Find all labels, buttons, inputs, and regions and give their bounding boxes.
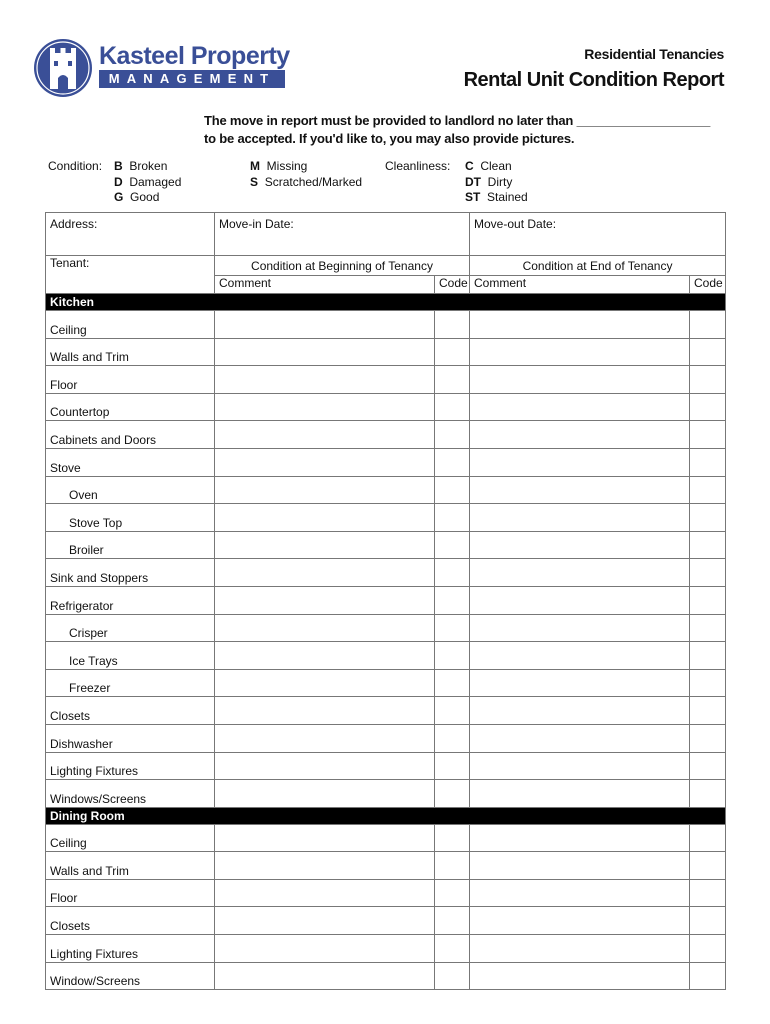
legend-item: DT Dirty <box>465 174 513 189</box>
end-comment-cell[interactable] <box>470 614 690 642</box>
table-row <box>46 421 726 449</box>
end-comment-cell[interactable] <box>470 366 690 394</box>
end-condition-header: Condition at End of Tenancy <box>470 256 726 276</box>
condition-report-table <box>45 212 726 990</box>
end-comment-cell[interactable] <box>470 724 690 752</box>
end-code-cell[interactable] <box>690 697 726 725</box>
end-code-cell[interactable] <box>690 669 726 697</box>
end-comment-cell[interactable] <box>470 962 690 990</box>
begin-code-cell[interactable] <box>435 586 470 614</box>
begin-comment-cell[interactable] <box>215 476 435 504</box>
table-row <box>46 752 726 780</box>
condition-codes-a <box>114 159 181 206</box>
tenant-field[interactable] <box>46 256 215 294</box>
begin-code-cell[interactable] <box>435 338 470 366</box>
end-code-cell[interactable] <box>690 962 726 990</box>
begin-code-cell[interactable] <box>435 780 470 808</box>
begin-code-cell[interactable] <box>435 907 470 935</box>
end-code-cell[interactable] <box>690 852 726 880</box>
end-comment-cell[interactable] <box>470 586 690 614</box>
table-row <box>46 559 726 587</box>
item-label: Ice Trays <box>46 642 215 670</box>
end-code-header: Code <box>690 276 726 294</box>
legend-item: B Broken <box>114 159 168 173</box>
begin-code-cell[interactable] <box>435 752 470 780</box>
end-code-cell[interactable] <box>690 421 726 449</box>
begin-code-cell[interactable] <box>435 559 470 587</box>
move-in-date-label: Move-in Date: <box>219 217 294 231</box>
end-code-cell[interactable] <box>690 338 726 366</box>
table-row <box>46 642 726 670</box>
table-row <box>46 852 726 880</box>
table-row <box>46 962 726 990</box>
table-row <box>46 669 726 697</box>
table-row <box>46 586 726 614</box>
table-row <box>46 366 726 394</box>
begin-comment-cell[interactable] <box>215 504 435 532</box>
begin-code-cell[interactable] <box>435 448 470 476</box>
begin-comment-cell[interactable] <box>215 448 435 476</box>
end-comment-cell[interactable] <box>470 448 690 476</box>
section-header-kitchen <box>46 294 726 311</box>
submission-notice: The move in report must be provided to landlord no later than ___________________ to be accepted. If you'd like to, you may also provide pictures. <box>204 113 711 146</box>
end-comment-header: Comment <box>470 276 690 294</box>
item-label: Broiler <box>46 531 215 559</box>
cleanliness-legend-label: Cleanliness: <box>385 159 451 173</box>
end-code-cell[interactable] <box>690 907 726 935</box>
legend-item: G Good <box>114 190 160 205</box>
end-comment-cell[interactable] <box>470 421 690 449</box>
begin-comment-cell[interactable] <box>215 311 435 339</box>
end-code-cell[interactable] <box>690 366 726 394</box>
end-comment-cell[interactable] <box>470 697 690 725</box>
end-comment-cell[interactable] <box>470 476 690 504</box>
end-code-cell[interactable] <box>690 935 726 963</box>
begin-code-cell[interactable] <box>435 935 470 963</box>
end-code-cell[interactable] <box>690 531 726 559</box>
begin-code-cell[interactable] <box>435 531 470 559</box>
move-out-date-field[interactable] <box>470 213 726 256</box>
page-title: Rental Unit Condition Report <box>463 69 724 91</box>
end-code-cell[interactable] <box>690 724 726 752</box>
item-label: Walls and Trim <box>46 852 215 880</box>
begin-code-cell[interactable] <box>435 669 470 697</box>
begin-comment-cell[interactable] <box>215 559 435 587</box>
end-comment-cell[interactable] <box>470 752 690 780</box>
address-label: Address: <box>50 217 98 231</box>
item-label: Floor <box>46 366 215 394</box>
item-label: Closets <box>46 697 215 725</box>
section-title: Dining Room <box>46 807 726 824</box>
begin-comment-cell[interactable] <box>215 421 435 449</box>
table-row <box>46 879 726 907</box>
end-comment-cell[interactable] <box>470 780 690 808</box>
end-comment-cell[interactable] <box>470 935 690 963</box>
item-label: Walls and Trim <box>46 338 215 366</box>
company-logo <box>33 38 293 100</box>
item-label: Countertop <box>46 393 215 421</box>
end-comment-cell[interactable] <box>470 879 690 907</box>
end-comment-cell[interactable] <box>470 642 690 670</box>
end-comment-cell[interactable] <box>470 824 690 852</box>
end-code-cell[interactable] <box>690 448 726 476</box>
end-code-cell[interactable] <box>690 311 726 339</box>
begin-comment-cell[interactable] <box>215 724 435 752</box>
item-label: Freezer <box>46 669 215 697</box>
item-label: Ceiling <box>46 824 215 852</box>
end-code-cell[interactable] <box>690 780 726 808</box>
item-label: Floor <box>46 879 215 907</box>
end-comment-cell[interactable] <box>470 669 690 697</box>
end-code-cell[interactable] <box>690 586 726 614</box>
begin-comment-cell[interactable] <box>215 614 435 642</box>
end-comment-cell[interactable] <box>470 907 690 935</box>
address-field[interactable] <box>46 213 215 256</box>
item-label: Window/Screens <box>46 962 215 990</box>
table-row <box>46 824 726 852</box>
item-label: Lighting Fixtures <box>46 752 215 780</box>
move-out-date-label: Move-out Date: <box>474 217 557 231</box>
legend-item: ST Stained <box>465 190 528 205</box>
end-comment-cell[interactable] <box>470 504 690 532</box>
begin-code-cell[interactable] <box>435 476 470 504</box>
begin-comment-cell[interactable] <box>215 531 435 559</box>
begin-comment-cell[interactable] <box>215 697 435 725</box>
item-label: Cabinets and Doors <box>46 421 215 449</box>
end-code-cell[interactable] <box>690 879 726 907</box>
begin-code-cell[interactable] <box>435 724 470 752</box>
brand-subname: MANAGEMENT <box>99 70 285 88</box>
end-code-cell[interactable] <box>690 476 726 504</box>
end-comment-cell[interactable] <box>470 393 690 421</box>
begin-code-cell[interactable] <box>435 962 470 990</box>
item-label: Refrigerator <box>46 586 215 614</box>
begin-code-cell[interactable] <box>435 366 470 394</box>
begin-comment-cell[interactable] <box>215 393 435 421</box>
end-code-cell[interactable] <box>690 642 726 670</box>
beginning-condition-header: Condition at Beginning of Tenancy <box>215 256 470 276</box>
begin-comment-cell[interactable] <box>215 879 435 907</box>
begin-code-cell[interactable] <box>435 311 470 339</box>
table-row <box>46 311 726 339</box>
end-comment-cell[interactable] <box>470 531 690 559</box>
cleanliness-codes <box>465 159 528 206</box>
end-code-cell[interactable] <box>690 504 726 532</box>
item-label: Stove <box>46 448 215 476</box>
table-row <box>46 531 726 559</box>
begin-comment-header: Comment <box>215 276 435 294</box>
legend-item: D Damaged <box>114 174 182 189</box>
castle-tower-icon <box>33 38 93 98</box>
legend-item: S Scratched/Marked <box>250 174 363 189</box>
table-row <box>46 338 726 366</box>
section-header-dining-room <box>46 807 726 824</box>
table-row <box>46 393 726 421</box>
item-label: Stove Top <box>46 504 215 532</box>
begin-code-cell[interactable] <box>435 852 470 880</box>
end-comment-cell[interactable] <box>470 338 690 366</box>
table-row <box>46 448 726 476</box>
item-label: Ceiling <box>46 311 215 339</box>
begin-code-cell[interactable] <box>435 824 470 852</box>
brand-name: Kasteel Property <box>99 42 290 70</box>
condition-codes-b <box>250 159 362 190</box>
end-code-cell[interactable] <box>690 559 726 587</box>
begin-comment-cell[interactable] <box>215 586 435 614</box>
legend-item: C Clean <box>465 159 512 173</box>
begin-comment-cell[interactable] <box>215 824 435 852</box>
begin-code-cell[interactable] <box>435 614 470 642</box>
condition-legend-label: Condition: <box>48 159 103 173</box>
end-code-cell[interactable] <box>690 824 726 852</box>
item-label: Oven <box>46 476 215 504</box>
table-row <box>46 614 726 642</box>
begin-code-cell[interactable] <box>435 504 470 532</box>
begin-comment-cell[interactable] <box>215 669 435 697</box>
move-in-date-field[interactable] <box>215 213 470 256</box>
table-row <box>46 907 726 935</box>
begin-comment-cell[interactable] <box>215 752 435 780</box>
begin-comment-cell[interactable] <box>215 852 435 880</box>
legend-item: M Missing <box>250 159 308 173</box>
begin-comment-cell[interactable] <box>215 935 435 963</box>
begin-comment-cell[interactable] <box>215 780 435 808</box>
table-row <box>46 476 726 504</box>
begin-comment-cell[interactable] <box>215 962 435 990</box>
end-code-cell[interactable] <box>690 393 726 421</box>
begin-comment-cell[interactable] <box>215 338 435 366</box>
begin-comment-cell[interactable] <box>215 907 435 935</box>
table-row <box>46 504 726 532</box>
begin-code-cell[interactable] <box>435 421 470 449</box>
begin-code-cell[interactable] <box>435 697 470 725</box>
table-row <box>46 780 726 808</box>
begin-comment-cell[interactable] <box>215 366 435 394</box>
table-row <box>46 697 726 725</box>
end-comment-cell[interactable] <box>470 559 690 587</box>
begin-code-cell[interactable] <box>435 393 470 421</box>
end-comment-cell[interactable] <box>470 311 690 339</box>
item-label: Dishwasher <box>46 724 215 752</box>
table-row <box>46 935 726 963</box>
item-label: Sink and Stoppers <box>46 559 215 587</box>
begin-code-cell[interactable] <box>435 879 470 907</box>
item-label: Crisper <box>46 614 215 642</box>
begin-comment-cell[interactable] <box>215 642 435 670</box>
item-label: Windows/Screens <box>46 780 215 808</box>
document-subtitle: Residential Tenancies <box>584 46 724 62</box>
table-row <box>46 724 726 752</box>
end-code-cell[interactable] <box>690 614 726 642</box>
end-comment-cell[interactable] <box>470 852 690 880</box>
item-label: Lighting Fixtures <box>46 935 215 963</box>
item-label: Closets <box>46 907 215 935</box>
begin-code-header: Code <box>435 276 470 294</box>
tenant-label: Tenant: <box>50 256 90 270</box>
end-code-cell[interactable] <box>690 752 726 780</box>
section-title: Kitchen <box>46 294 726 311</box>
begin-code-cell[interactable] <box>435 642 470 670</box>
